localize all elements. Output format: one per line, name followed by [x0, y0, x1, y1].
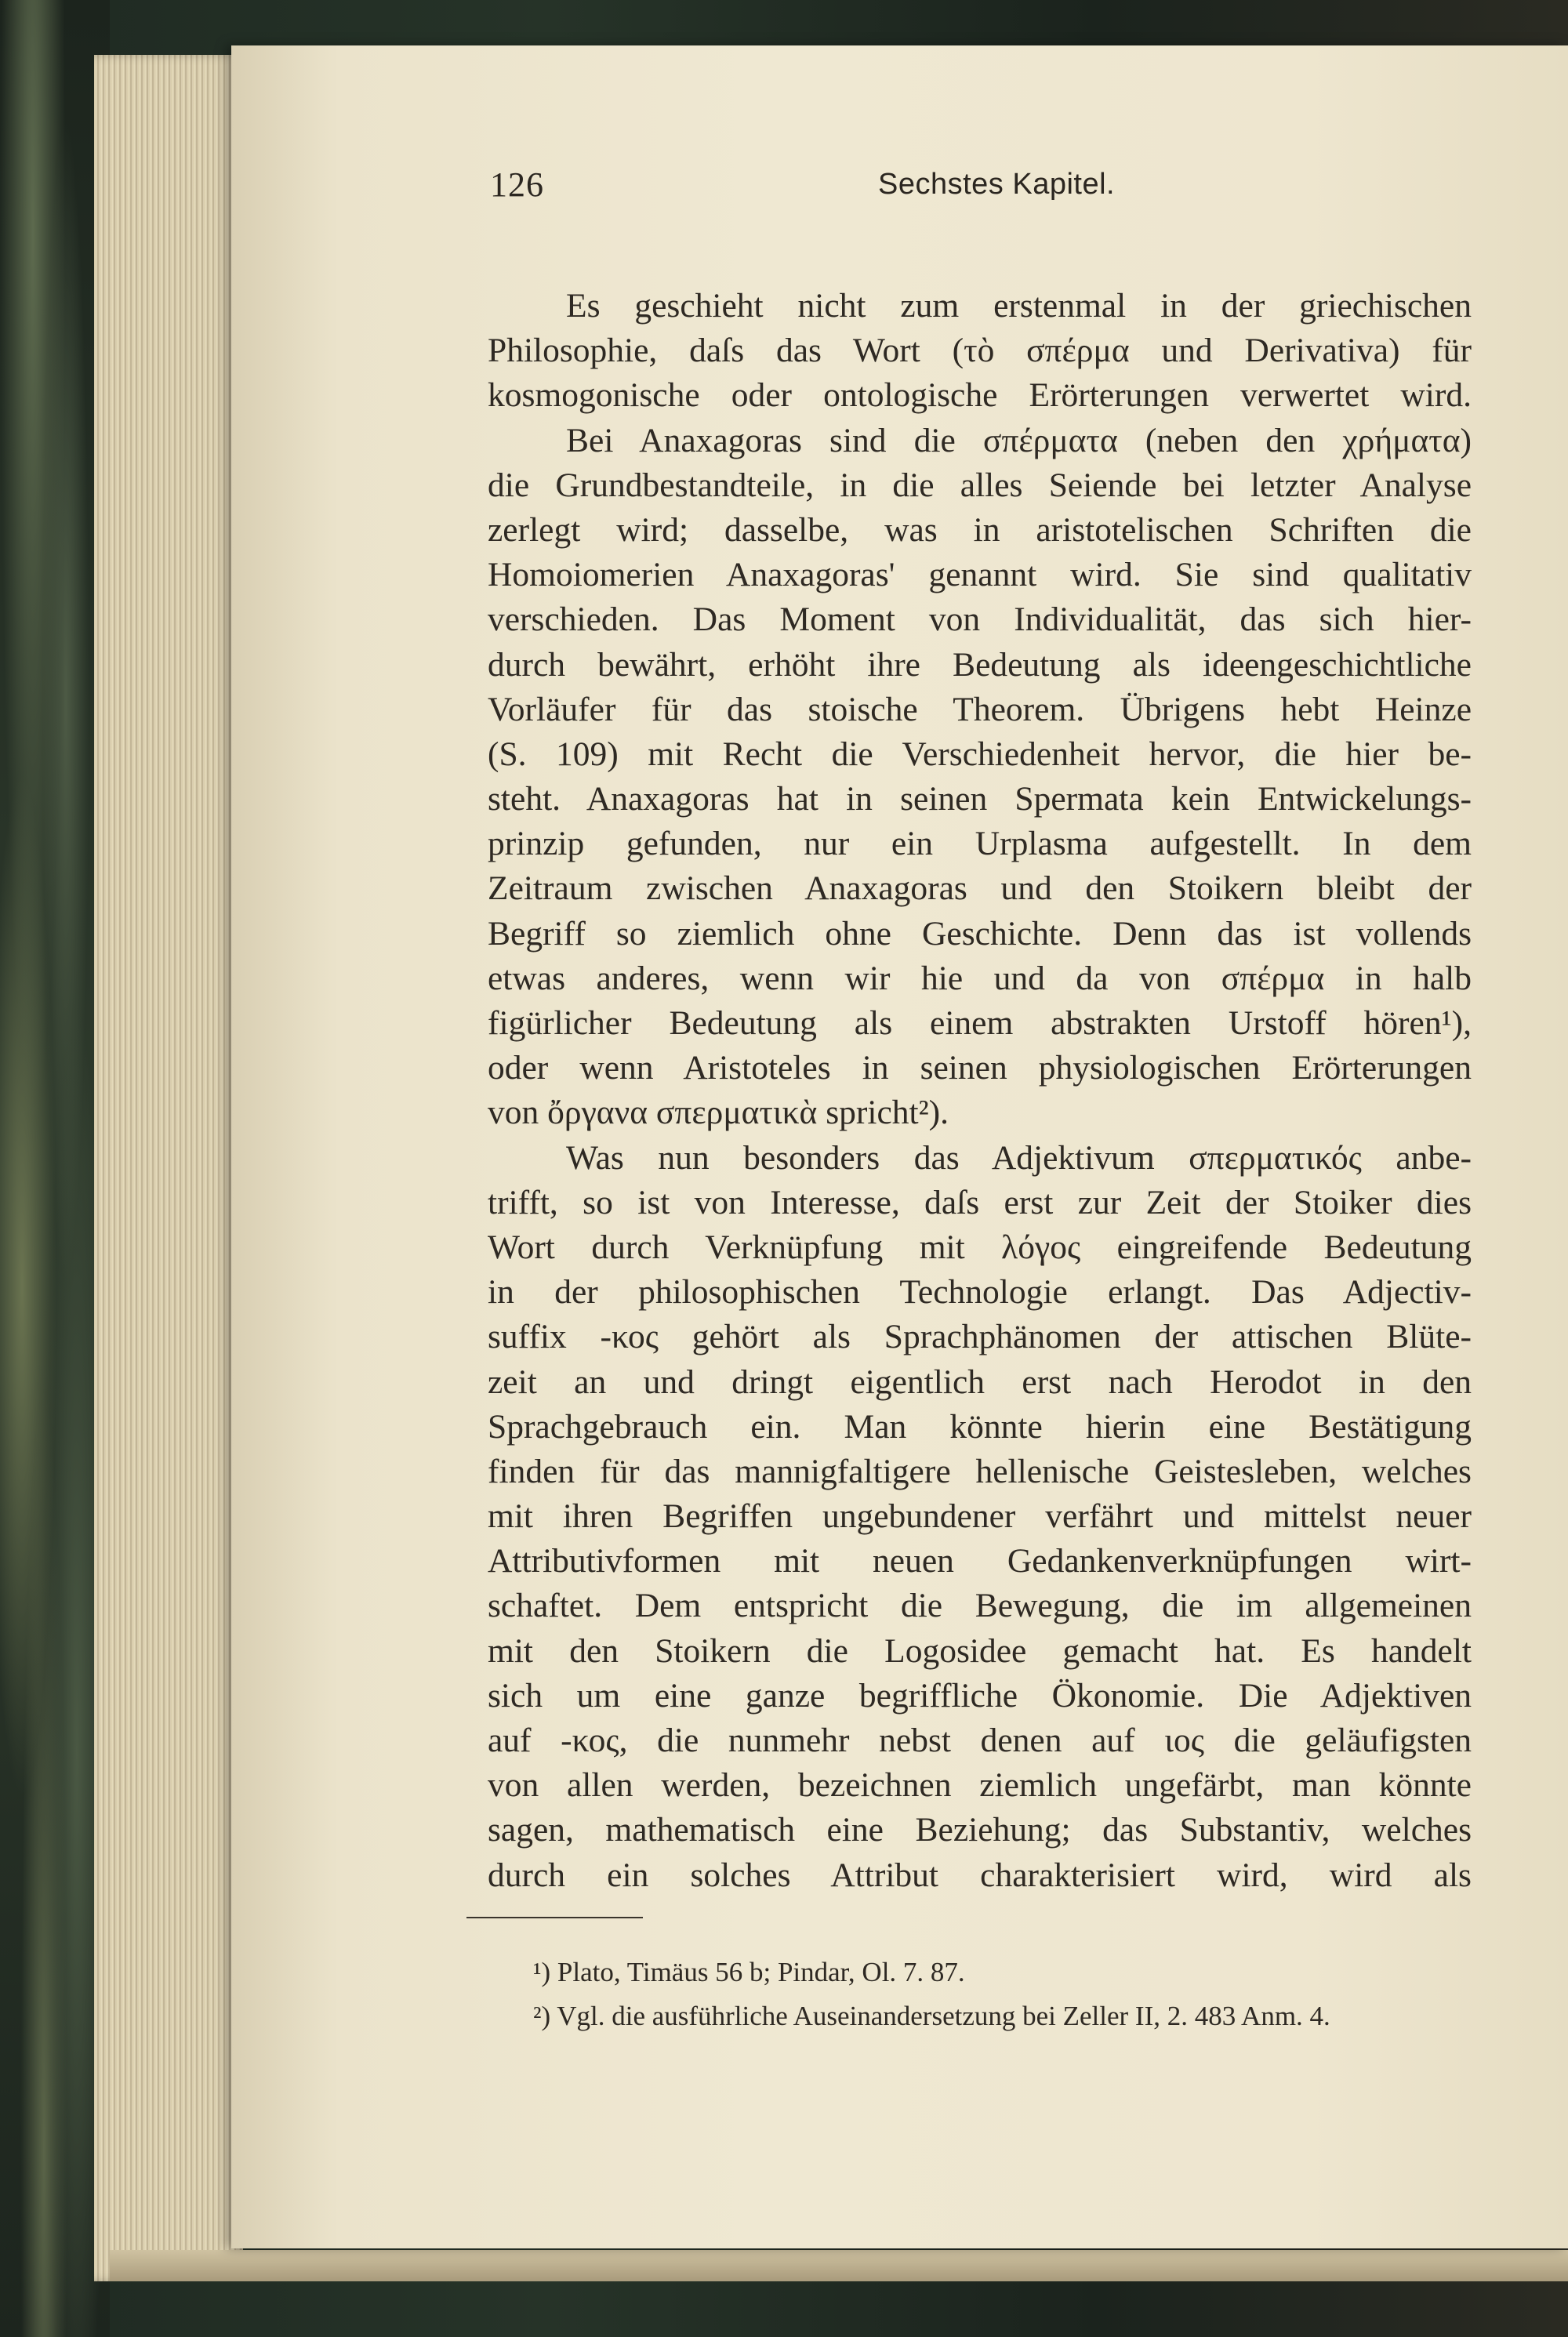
text-line: figürlicher Bedeutung als einem abstrakten Urstoff hören¹), [488, 1004, 1472, 1042]
text-line: Vorläufer für das stoische Theorem. Übrigens hebt Heinze [488, 690, 1472, 728]
text-line: Attributivformen mit neuen Gedankenverknüpfungen wirt- [488, 1542, 1472, 1580]
text-line: Was nun besonders das Adjektivum σπερματικός anbe- [566, 1138, 1472, 1177]
text-line: in der philosophischen Technologie erlangt. Das Adjectiv- [488, 1273, 1472, 1312]
text-line: sagen, mathematisch eine Beziehung; das Substantiv, welches [488, 1811, 1472, 1849]
page-header [490, 165, 1478, 212]
text-line: Homoiomerien Anaxagoras' genannt wird. Sie sind qualitativ [488, 556, 1472, 594]
text-line: sich um eine ganze begriffliche Ökonomie. Die Adjektiven [488, 1676, 1472, 1715]
paragraph-1 [488, 284, 1472, 419]
text-line: zerlegt wird; dasselbe, was in aristotelischen Schriften die [488, 510, 1472, 549]
page-edges-stack [94, 55, 243, 2281]
text-line: Bei Anaxagoras sind die σπέρματα (neben den χρήματα) [566, 421, 1472, 459]
text-line: kosmogonische oder ontologische Erörterungen verwertet wird. [488, 376, 1472, 415]
text-line: (S. 109) mit Recht die Verschiedenheit hervor, die hier be- [488, 735, 1472, 773]
text-line: steht. Anaxagoras hat in seinen Spermata kein Entwickelungs- [488, 780, 1472, 818]
footnote-2: ²) Vgl. die ausführliche Auseinandersetzung bei Zeller II, 2. 483 Anm. 4. [533, 2001, 1330, 2031]
running-head: Sechstes Kapitel. [878, 168, 1116, 201]
text-line: Wort durch Verknüpfung mit λόγος eingreifende Bedeutung [488, 1228, 1472, 1266]
text-line: zeit an und dringt eigentlich erst nach Herodot in den [488, 1363, 1472, 1401]
text-line: etwas anderes, wenn wir hie und da von σπέρμα in halb [488, 959, 1472, 997]
text-line: durch ein solches Attribut charakterisiert wird, wird als [488, 1856, 1472, 1894]
text-line: Begriff so ziemlich ohne Geschichte. Denn das ist vollends [488, 914, 1472, 953]
text-line: von ὄργανα σπερματικὰ spricht²). [488, 1094, 949, 1132]
text-line: trifft, so ist von Interesse, daſs erst zur Zeit der Stoiker dies [488, 1183, 1472, 1221]
text-line: durch bewährt, erhöht ihre Bedeutung als ideengeschichtliche [488, 645, 1472, 684]
text-line: Philosophie, daſs das Wort (τὸ σπέρμα und Derivativa) für [488, 332, 1472, 370]
page-number: 126 [490, 165, 544, 204]
text-line: verschieden. Das Moment von Individualität, das sich hier- [488, 601, 1472, 639]
text-line: Sprachgebrauch ein. Man könnte hierin eine Bestätigung [488, 1407, 1472, 1446]
text-line: von allen werden, bezeichnen ziemlich ungefärbt, man könnte [488, 1766, 1472, 1805]
footnotes [533, 1951, 1474, 2038]
body-text [488, 284, 1472, 1898]
text-line: suffix -κος gehört als Sprachphänomen der attischen Blüte- [488, 1318, 1472, 1356]
paragraph-2 [488, 419, 1472, 1136]
text-line: mit ihren Begriffen ungebundener verfährt und mittelst neuer [488, 1497, 1472, 1536]
text-line: Es geschieht nicht zum erstenmal in der griechischen [566, 287, 1472, 325]
footnote-rule [466, 1917, 643, 1918]
footnote-1: ¹) Plato, Timäus 56 b; Pindar, Ol. 7. 87. [533, 1957, 965, 1987]
paragraph-3 [488, 1136, 1472, 1898]
text-line: die Grundbestandteile, in die alles Seiende bei letzter Analyse [488, 466, 1472, 504]
text-line: schaftet. Dem entspricht die Bewegung, die im allgemeinen [488, 1587, 1472, 1625]
text-line: mit den Stoikern die Logosidee gemacht hat. Es handelt [488, 1631, 1472, 1670]
text-line: auf -κος, die nunmehr nebst denen auf ιος die geläufigsten [488, 1722, 1472, 1759]
text-line: finden für das mannigfaltigere hellenische Geistesleben, welches [488, 1452, 1472, 1490]
text-line: oder wenn Aristoteles in seinen physiologischen Erörterungen [488, 1049, 1472, 1087]
marbled-book-cover [0, 0, 110, 2337]
text-line: prinzip gefunden, nur ein Urplasma aufgestellt. In dem [488, 825, 1472, 863]
page-edges-bottom [110, 2250, 1568, 2281]
text-line: Zeitraum zwischen Anaxagoras und den Stoikern bleibt der [488, 869, 1472, 908]
